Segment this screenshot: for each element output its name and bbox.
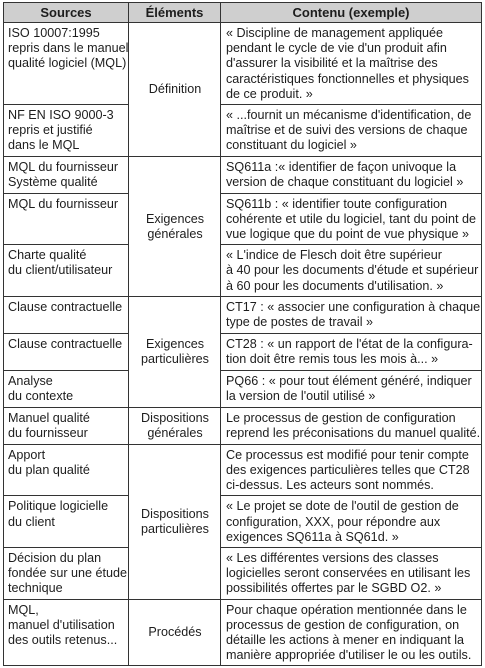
element-cell [129, 407, 221, 444]
element-cell [129, 599, 221, 666]
table-row [4, 156, 482, 193]
content-text-line: version de chaque constituant du logiciel » [226, 174, 464, 189]
source-text-line: dans le MQL [8, 138, 80, 153]
content-text-line: « Le projet se dote de l'outil de gestion de [226, 499, 459, 514]
element-text-line: Dispositions [141, 507, 209, 522]
source-text-line: NF EN ISO 9000-3 [8, 108, 114, 123]
table-row [4, 548, 482, 600]
element-text-line: Exigences [145, 211, 205, 226]
configuration-management-table [3, 2, 482, 666]
content-text-line: exigences SQ611a à SQ61d. » [226, 529, 399, 544]
source-cell [4, 444, 129, 496]
content-text-line: possibilités offertes par le SGBD O2. » [226, 581, 442, 596]
source-cell [4, 23, 129, 105]
source-cell [4, 333, 129, 370]
content-text-line: Le processus de gestion de configuration [226, 410, 456, 425]
header-sources: Sources [4, 3, 129, 23]
source-text-line: Système qualité [8, 174, 98, 189]
content-text-line: type de postes de travail » [226, 315, 374, 330]
content-text-line: Pour chaque opération mentionnée dans le [226, 602, 467, 617]
table-row [4, 23, 482, 105]
element-cell [129, 296, 221, 407]
source-text-line: Charte qualité [8, 248, 87, 263]
content-text-line: la version de l'outil utilisé » [226, 389, 376, 404]
content-cell [221, 599, 482, 666]
table-row [4, 444, 482, 496]
element-cell [129, 156, 221, 296]
element-text-line: Définition [148, 82, 202, 97]
source-text-line: des outils retenus... [8, 633, 118, 648]
table-row [4, 245, 482, 297]
content-text-line: Ce processus est modifié pour tenir compte [226, 447, 469, 462]
table-row [4, 296, 482, 333]
content-text-line: manière appropriée d'utiliser le ou les outils. [226, 648, 472, 663]
source-cell [4, 156, 129, 193]
content-cell [221, 548, 482, 600]
content-text-line: de ce produit. » [226, 86, 313, 101]
source-cell [4, 496, 129, 548]
content-text-line: pendant le cycle de vie d'un produit afin [226, 41, 447, 56]
element-text-line: particulières [141, 352, 209, 367]
header-row [4, 3, 482, 23]
element-text-line: particulières [141, 522, 209, 537]
source-text-line: repris dans le manuel [8, 41, 129, 56]
content-text-line: à 60 pour les documents d'utilisation. » [226, 278, 444, 293]
content-text-line: à 40 pour les documents d'étude et supérieur [226, 263, 479, 278]
element-text-line: Exigences [145, 337, 205, 352]
source-text-line: qualité logiciel (MQL) [8, 56, 127, 71]
content-text-line: « ...fournit un mécanisme d'identification, de [226, 108, 472, 123]
content-cell [221, 407, 482, 444]
content-cell [221, 333, 482, 370]
content-text-line: cohérente et utile du logiciel, tant du point de [226, 211, 476, 226]
source-text-line: du client/utilisateur [8, 263, 113, 278]
source-cell [4, 105, 129, 157]
source-text-line: manuel d'utilisation [8, 617, 115, 632]
source-cell [4, 193, 129, 245]
table-row [4, 193, 482, 245]
source-text-line: du client [8, 514, 55, 529]
content-text-line: « L'indice de Flesch doit être supérieur [226, 248, 442, 263]
table-row [4, 599, 482, 666]
content-cell [221, 370, 482, 407]
content-text-line: vue logique que du point de vue physique » [226, 227, 469, 242]
source-text-line: repris et justifié [8, 123, 93, 138]
content-text-line: constituant du logiciel » [226, 138, 357, 153]
content-text-line: SQ611a :« identifier de façon univoque la [226, 159, 457, 174]
source-text-line: Apport [8, 447, 46, 462]
content-text-line: PQ66 : « pour tout élément généré, indiquer [226, 373, 472, 388]
element-text-line: Procédés [148, 625, 202, 640]
table-body [4, 23, 482, 666]
source-text-line: Clause contractuelle [8, 336, 123, 351]
content-cell [221, 444, 482, 496]
content-text-line: des exigences particulières telles que CT28 [226, 463, 470, 478]
source-cell [4, 548, 129, 600]
source-text-line: Politique logicielle [8, 499, 109, 514]
source-text-line: du fournisseur [8, 426, 88, 441]
source-cell [4, 599, 129, 666]
source-text-line: Clause contractuelle [8, 299, 123, 314]
table-row [4, 370, 482, 407]
content-cell [221, 296, 482, 333]
source-text-line: du contexte [8, 389, 74, 404]
table-row [4, 407, 482, 444]
content-text-line: CT17 : « associer une configuration à chaque [226, 299, 481, 314]
source-cell [4, 245, 129, 297]
source-text-line: fondée sur une étude [8, 566, 128, 581]
content-text-line: processus de gestion de configuration, on [226, 617, 460, 632]
source-cell [4, 296, 129, 333]
source-text-line: MQL du fournisseur [8, 196, 119, 211]
element-cell [129, 444, 221, 599]
header-elements: Éléments [129, 3, 221, 23]
content-text-line: caractéristiques fonctionnelles et physiques [226, 71, 469, 86]
source-cell [4, 370, 129, 407]
content-text-line: configuration, XXX, pour répondre aux [226, 514, 441, 529]
source-text-line: MQL du fournisseur [8, 159, 119, 174]
source-cell [4, 407, 129, 444]
element-text-line: Dispositions [141, 411, 209, 426]
content-text-line: tion doit être remis tous les mois à... » [226, 352, 439, 367]
header-content: Contenu (exemple) [221, 3, 482, 23]
content-cell [221, 105, 482, 157]
source-text-line: Analyse [8, 373, 53, 388]
source-text-line: Décision du plan [8, 551, 102, 566]
source-text-line: du plan qualité [8, 463, 90, 478]
content-text-line: détaille les actions à mener en indiquant la [226, 633, 465, 648]
content-cell [221, 156, 482, 193]
content-text-line: reprend les préconisations du manuel qualité. [226, 426, 481, 441]
source-text-line: Manuel qualité [8, 410, 90, 425]
content-cell [221, 245, 482, 297]
table-row [4, 496, 482, 548]
source-text-line: technique [8, 581, 63, 596]
content-cell [221, 23, 482, 105]
content-text-line: logicielles seront conservées en utilisant les [226, 566, 471, 581]
content-cell [221, 193, 482, 245]
source-text-line: ISO 10007:1995 [8, 26, 100, 40]
table-row [4, 105, 482, 157]
content-text-line: « Discipline de management appliquée [226, 26, 444, 40]
element-text-line: générales [147, 226, 203, 241]
content-text-line: d'assurer la visibilité et la maîtrise des [226, 56, 438, 71]
content-text-line: « Les différentes versions des classes [226, 551, 439, 566]
content-text-line: SQ611b : « identifier toute configuration [226, 196, 447, 211]
source-text-line: MQL, [8, 602, 39, 617]
content-text-line: maîtrise et de suivi des versions de chaque [226, 123, 468, 138]
element-cell [129, 23, 221, 157]
table-row [4, 333, 482, 370]
element-text-line: générales [147, 426, 203, 441]
content-text-line: ci-dessus. Les acteurs sont nommés. [226, 478, 434, 493]
content-text-line: CT28 : « un rapport de l'état de la configura- [226, 336, 473, 351]
content-cell [221, 496, 482, 548]
